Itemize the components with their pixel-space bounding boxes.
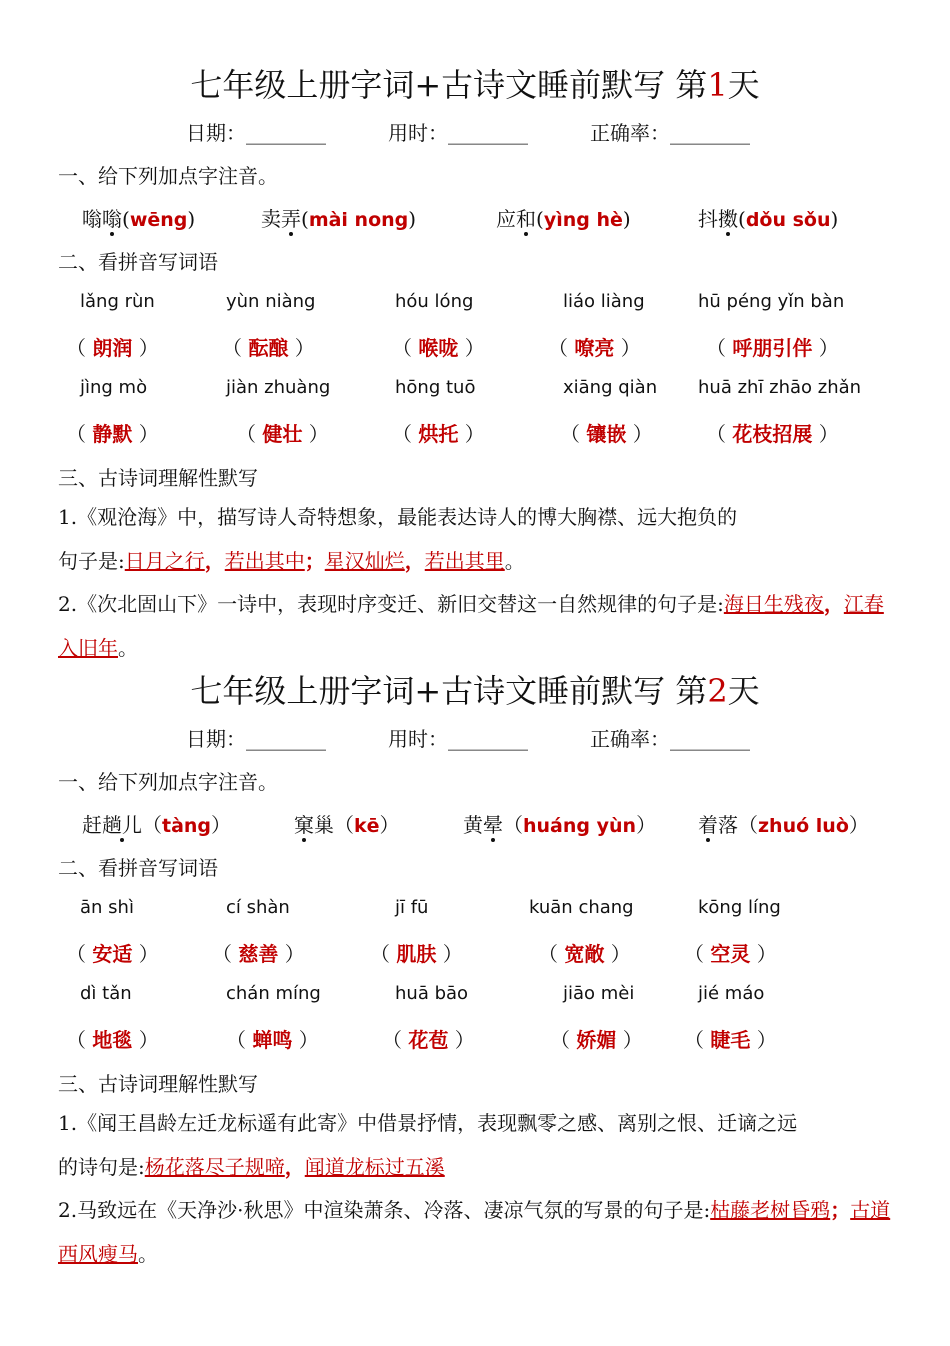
phonetic-item: 窠巢（kē） — [294, 813, 400, 837]
word-answer: （ 空灵 ） — [684, 942, 777, 966]
pinyin-prompt: cí shàn — [226, 897, 290, 918]
word-answer: （ 花枝招展 ） — [706, 422, 839, 446]
word-answer: （ 肌肤 ） — [370, 942, 463, 966]
section-heading: 三、古诗词理解性默写 — [58, 1072, 258, 1096]
word-answer: （ 安适 ） — [66, 942, 159, 966]
pinyin-prompt: hóu lóng — [395, 291, 474, 312]
answer-text: 江春入旧年 — [58, 592, 884, 660]
pinyin-answer: mài nong — [308, 209, 409, 231]
word-answer: （ 睫毛 ） — [684, 1028, 777, 1052]
pinyin-answer: huáng yùn — [523, 815, 637, 837]
phonetic-item: 应和(yìng hè) — [496, 207, 631, 231]
page-title: 七年级上册字词+古诗文睡前默写 第2天 — [190, 672, 760, 710]
word-answer: （ 镶嵌 ） — [560, 422, 653, 446]
pinyin-prompt: dì tǎn — [80, 983, 132, 1004]
day-number: 1 — [707, 66, 728, 104]
word-answer: （ 酝酿 ） — [222, 336, 315, 360]
date-field: 日期：________ — [186, 121, 326, 145]
word-answer: （ 烘托 ） — [392, 422, 485, 446]
pinyin-prompt: hū péng yǐn bàn — [698, 291, 845, 312]
answer-text: 星汉灿烂 — [324, 549, 405, 573]
accuracy-field: 正确率：________ — [590, 121, 750, 145]
answer-text: 杨花落尽子规啼 — [144, 1155, 285, 1179]
answer-text: 海日生残夜 — [723, 592, 824, 616]
question-1: 1.《观沧海》中，描写诗人奇特想象，最能表达诗人的博大胸襟、远大抱负的 句子是:日月之行，若出其中；星汉灿烂，若出其里。 — [58, 505, 738, 573]
word-answer: （ 蝉鸣 ） — [226, 1028, 319, 1052]
word-answer: （ 嘹亮 ） — [548, 336, 641, 360]
pinyin-answer: wēng — [129, 209, 188, 231]
phonetic-item: 着落（zhuó luò） — [698, 813, 869, 837]
word-answer: （ 朗润 ） — [66, 336, 159, 360]
pinyin-prompt: jī fū — [395, 897, 429, 918]
answer-text: 枯藤老树昏鸦 — [710, 1198, 831, 1222]
word-answer: （ 健壮 ） — [236, 422, 329, 446]
pinyin-answer: yìng hè — [543, 209, 623, 231]
word-answer: （ 呼朋引伴 ） — [706, 336, 839, 360]
pinyin-prompt: liáo liàng — [563, 291, 645, 312]
pinyin-prompt: jiāo mèi — [563, 983, 635, 1004]
answer-text: 古道西风瘦马 — [58, 1198, 891, 1266]
word-answer: （ 宽敞 ） — [538, 942, 631, 966]
phonetic-item: 嗡嗡(wēng) — [82, 207, 196, 231]
pinyin-prompt: jié máo — [698, 983, 765, 1004]
pinyin-prompt: yùn niàng — [226, 291, 316, 312]
pinyin-prompt: ān shì — [80, 897, 134, 918]
pinyin-prompt: lǎng rùn — [80, 291, 155, 312]
phonetic-item: 卖弄(mài nong) — [261, 207, 417, 231]
pinyin-prompt: huā zhī zhāo zhǎn — [698, 377, 862, 398]
time-field: 用时：________ — [388, 727, 528, 751]
word-answer: （ 花苞 ） — [382, 1028, 475, 1052]
phonetic-item: 抖擞(dǒu sǒu) — [698, 207, 839, 231]
pinyin-answer: dǒu sǒu — [745, 209, 831, 231]
section-heading: 一、给下列加点字注音。 — [58, 770, 278, 794]
phonetic-item: 赶趟儿（tàng） — [82, 813, 232, 837]
question-2: 2.《次北固山下》一诗中，表现时序变迁、新旧交替这一自然规律的句子是:海日生残夜，江春入旧年。 — [58, 592, 884, 660]
pinyin-answer: kē — [354, 815, 380, 837]
phonetic-item: 黄晕（huáng yùn） — [463, 813, 657, 837]
word-answer: （ 喉咙 ） — [392, 336, 485, 360]
word-answer: （ 娇媚 ） — [550, 1028, 643, 1052]
pinyin-prompt: hōng tuō — [395, 377, 476, 398]
answer-text: 若出其中 — [224, 549, 305, 573]
word-answer: （ 慈善 ） — [212, 942, 305, 966]
pinyin-prompt: huā bāo — [395, 983, 469, 1004]
page-title: 七年级上册字词+古诗文睡前默写 第1天 — [190, 66, 760, 104]
pinyin-prompt: jiàn zhuàng — [226, 377, 331, 398]
section-heading: 三、古诗词理解性默写 — [58, 466, 258, 490]
answer-text: 若出其里 — [424, 549, 505, 573]
section-heading: 二、看拼音写词语 — [58, 250, 218, 274]
word-answer: （ 静默 ） — [66, 422, 159, 446]
pinyin-prompt: xiāng qiàn — [563, 377, 658, 398]
section-heading: 二、看拼音写词语 — [58, 856, 218, 880]
pinyin-answer: tàng — [162, 815, 212, 837]
pinyin-prompt: jìng mò — [80, 377, 148, 398]
question-2: 2.马致远在《天净沙·秋思》中渲染萧条、冷落、凄凉气氛的写景的句子是:枯藤老树昏鸦；古道西风瘦马。 — [58, 1198, 891, 1266]
word-answer: （ 地毯 ） — [66, 1028, 159, 1052]
pinyin-prompt: chán míng — [226, 983, 321, 1004]
time-field: 用时：________ — [388, 121, 528, 145]
question-1: 1.《闻王昌龄左迁龙标遥有此寄》中借景抒情，表现飘零之感、离别之恨、迁谪之远 的诗句是:杨花落尽子规啼，闻道龙标过五溪 — [58, 1111, 798, 1179]
pinyin-prompt: kuān chang — [529, 897, 634, 918]
answer-text: 日月之行 — [124, 549, 205, 573]
pinyin-answer: zhuó luò — [758, 815, 849, 837]
pinyin-prompt: kōng líng — [698, 897, 781, 918]
section-heading: 一、给下列加点字注音。 — [58, 164, 278, 188]
accuracy-field: 正确率：________ — [590, 727, 750, 751]
answer-text: 闻道龙标过五溪 — [304, 1155, 445, 1179]
day-number: 2 — [707, 672, 728, 710]
date-field: 日期：________ — [186, 727, 326, 751]
